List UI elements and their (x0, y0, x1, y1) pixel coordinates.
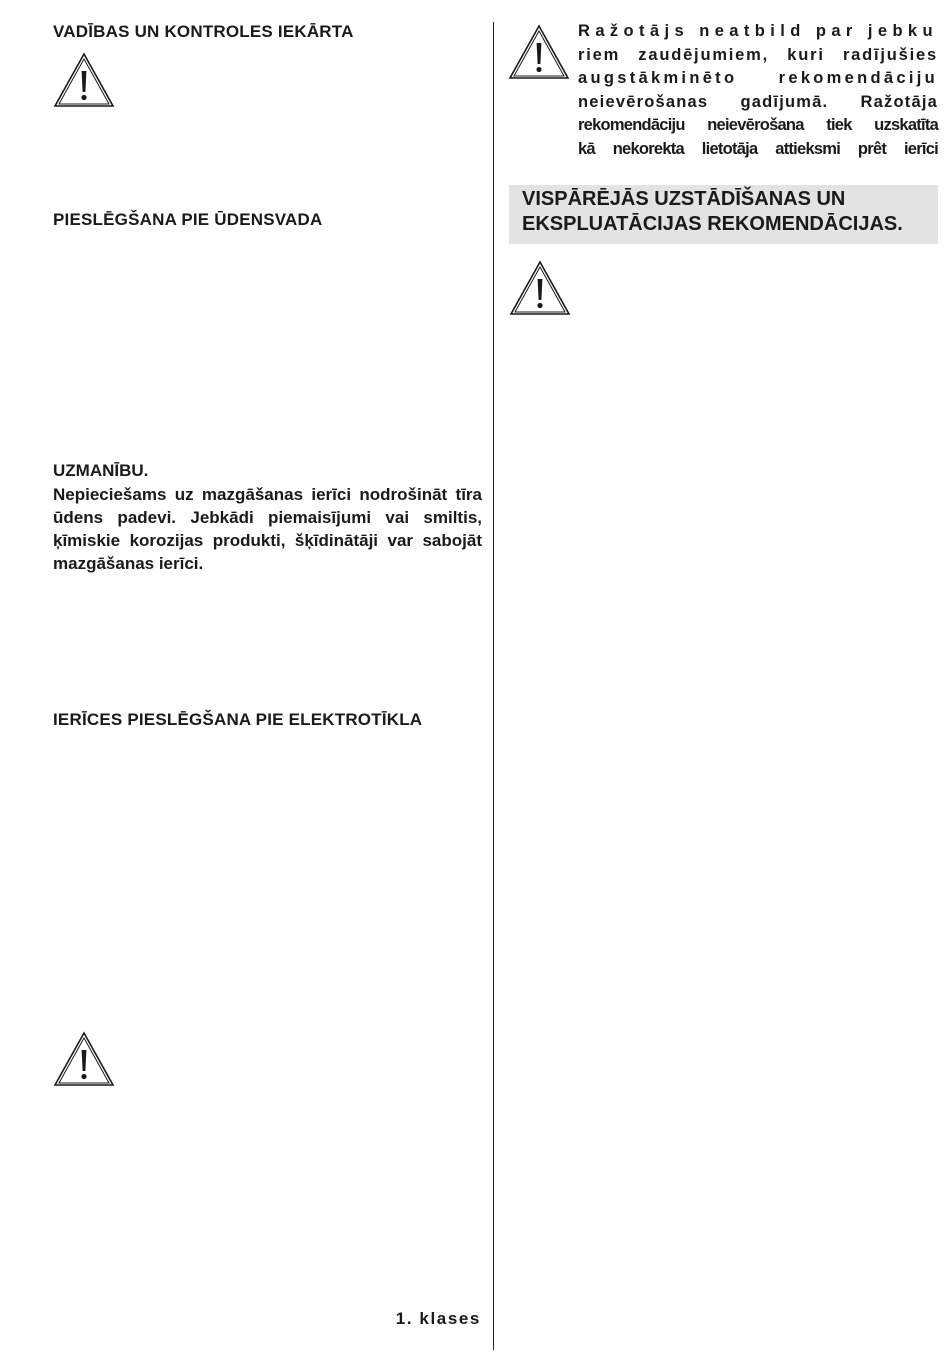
warning-triangle-icon (509, 260, 571, 316)
caution-body: Nepieciešams uz mazgāšanas ierīci nodrošināt tīra ūdens padevi. Jebkādi piemaisījumi vai smiltis, ķīmiskie korozijas produkti, šķīdinātāji var sabojāt mazgāšanas ierīci. (53, 485, 482, 573)
caution-title: UZMANĪBU. (53, 461, 149, 480)
disclaimer-line: riem zaudējumiem, kuri radījušies (578, 45, 938, 64)
heading-control-unit: VADĪBAS UN KONTROLES IEKĀRTA (53, 22, 354, 41)
column-divider (493, 22, 494, 1350)
disclaimer-line: kā nekorekta lietotāja attieksmi prêt ierīci (578, 139, 938, 158)
heading-electrical-connection: IERĪCES PIESLĒGŠANA PIE ELEKTROTĪKLA (53, 710, 423, 729)
banner-line: EKSPLUATĀCIJAS REKOMENDĀCIJAS. (522, 213, 903, 235)
disclaimer-line: Ražotājs neatbild par jebku (578, 22, 938, 40)
heading-water-connection: PIESLĒGŠANA PIE ŪDENSVADA (53, 210, 323, 229)
page-number: 1. klases (395, 1309, 481, 1328)
disclaimer-line: augstākminēto rekomendāciju (578, 69, 938, 87)
warning-triangle-icon (53, 52, 115, 108)
disclaimer-line: neievērošanas gadījumā. Ražotāja (578, 92, 938, 111)
section-banner-general-recommendations (509, 185, 938, 244)
disclaimer-line: rekomendāciju neievērošana tiek uzskatīta (578, 116, 938, 134)
banner-line: VISPĀRĒJĀS UZSTĀDĪŠANAS UN (522, 188, 846, 210)
warning-triangle-icon (53, 1031, 115, 1087)
warning-triangle-icon (508, 24, 570, 80)
manufacturer-disclaimer (578, 20, 938, 161)
